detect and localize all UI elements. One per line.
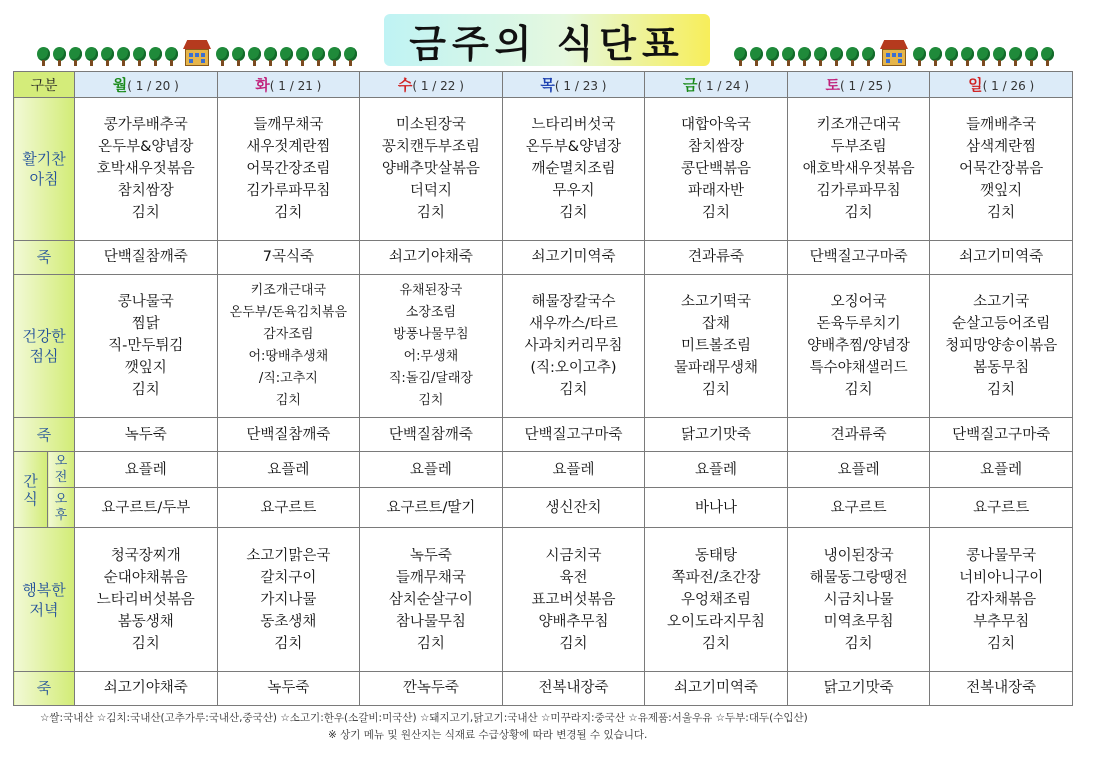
snack-am-row [14,452,1073,488]
tree-icon [798,47,811,66]
tree-icon [766,47,779,66]
menu-item: 김치 [416,204,445,221]
lunch-label [14,274,75,417]
day-name: 금 [682,76,698,95]
menu-item: 온두부/돈육김치볶음 [229,304,348,320]
tree-icon [993,47,1006,66]
porridge-row-1 [14,240,1073,274]
menu-item: 온두부&양념장 [98,138,194,155]
tree-icon [312,47,325,66]
menu-item: 콩단백볶음 [681,160,752,177]
title-banner [384,14,710,66]
menu-item: 참치쌈장 [688,138,745,155]
menu-item: 키조개근대국 [816,116,901,133]
menu-item: 김치 [702,204,731,221]
menu-item: 김치 [131,204,160,221]
breakfast-row [14,98,1073,240]
day-name: 수 [397,76,413,95]
menu-item: 참나물무침 [395,613,466,630]
menu-item: 특수야채샐러드 [809,359,908,376]
menu-item: 어:땅배추생채 [248,348,329,364]
menu-item: 새우젓계란찜 [246,138,331,155]
menu-item: 양배추무침 [538,613,609,630]
house-icon [880,40,908,66]
menu-item: 어:무생채 [403,348,459,364]
header-row [14,72,1073,98]
menu-item: 순대야채볶음 [103,569,188,586]
menu-cell [930,274,1073,417]
menu-item: 미트볼조림 [681,337,752,354]
day-date: ( 1 / 23 ) [554,79,607,94]
menu-item: 콩나물국 [117,293,174,310]
menu-cell: 요플레 [502,452,645,488]
menu-item: 김치 [418,392,444,408]
snack-label: 간식 [14,452,48,528]
menu-item: 새우까스/타르 [529,315,618,332]
menu-item: 양배추맛살볶음 [381,160,480,177]
porridge-label: 죽 [14,671,75,705]
day-date: ( 1 / 24 ) [697,79,750,94]
tree-icon [846,47,859,66]
menu-item: 김치 [131,635,160,652]
tree-icon [133,47,146,66]
menu-item: 갈치구이 [260,569,317,586]
day-date: ( 1 / 21 ) [269,79,322,94]
menu-cell: 깐녹두죽 [360,671,503,705]
menu-cell: 닭고기맛죽 [787,671,930,705]
snack-pm-row [14,488,1073,528]
menu-item: 감자채볶음 [966,591,1037,608]
menu-item: 깻잎지 [124,359,167,376]
menu-item: 해물동그랑땡전 [809,569,908,586]
menu-item: 우엉채조림 [681,591,752,608]
tree-icon [977,47,990,66]
menu-cell [75,274,218,417]
menu-item: 쪽파전/초간장 [671,569,761,586]
menu-item: 녹두죽 [409,547,452,564]
origin-footnote: ☆쌀:국내산 ☆김치:국내산(고추가루:국내산,중국산) ☆소고기:한우(소갈비:미국산) ☆돼지고기,닭고기:국내산 ☆미꾸라지:중국산 ☆유제품:서울우유 ☆두부:대두(수입산) [40,712,808,724]
menu-cell [645,274,788,417]
menu-item: 너비아니구이 [959,569,1044,586]
tree-icon [913,47,926,66]
tree-icon [945,47,958,66]
menu-item: 깨순멸치조림 [531,160,616,177]
menu-cell [502,528,645,671]
menu-item: 미역초무침 [823,613,894,630]
menu-item: 양배추찜/양념장 [807,337,911,354]
menu-item: (직:오이고추) [530,359,617,376]
menu-item: 김치 [987,635,1016,652]
menu-item: 냉이된장국 [823,547,894,564]
tree-icon [929,47,942,66]
menu-item: 김치 [702,635,731,652]
menu-item: 청국장찌개 [110,547,181,564]
day-header-thu [502,72,645,98]
menu-cell: 단백질참깨죽 [360,418,503,452]
tree-icon [734,47,747,66]
menu-item: 오이도라지무침 [667,613,766,630]
tree-icon [750,47,763,66]
menu-item: 김치 [416,635,445,652]
menu-item: 소고기국 [973,293,1030,310]
menu-cell [217,274,360,417]
menu-item: 김치 [844,204,873,221]
menu-item: 김치 [274,635,303,652]
menu-item: 시금치나물 [823,591,894,608]
menu-cell: 요플레 [75,452,218,488]
menu-item: 순살고등어조림 [952,315,1051,332]
menu-item: 더덕지 [409,182,452,199]
menu-cell: 쇠고기미역죽 [930,240,1073,274]
menu-item: 김치 [987,204,1016,221]
label-line: 아침 [29,169,59,188]
menu-item: 가지나물 [260,591,317,608]
day-header-fri [645,72,788,98]
porridge-label: 죽 [14,418,75,452]
day-date: ( 1 / 26 ) [982,79,1035,94]
tree-icon [1025,47,1038,66]
house-icon [183,40,211,66]
menu-item: 온두부&양념장 [525,138,622,155]
menu-cell: 쇠고기야채죽 [360,240,503,274]
menu-item: 동태탕 [695,547,738,564]
menu-cell: 단백질고구마죽 [787,240,930,274]
menu-item: 해물장칼국수 [531,293,616,310]
menu-item: 김가루파무침 [246,182,331,199]
menu-cell: 단백질참깨죽 [75,240,218,274]
menu-item: 콩가루배추국 [103,116,188,133]
menu-cell [217,98,360,240]
menu-cell: 요플레 [217,452,360,488]
menu-item: 직:돌김/달래장 [388,370,473,386]
menu-item: 호박새우젓볶음 [96,160,195,177]
menu-item: 청피망양송이볶음 [945,337,1058,354]
tree-icon [101,47,114,66]
menu-cell: 녹두죽 [75,418,218,452]
tree-icon [280,47,293,66]
menu-cell: 단백질참깨죽 [217,418,360,452]
label-line: 점심 [29,346,59,365]
menu-item: 키조개근대국 [250,282,327,298]
tree-icon [232,47,245,66]
menu-cell: 요구르트/딸기 [360,488,503,528]
day-header-sun [930,72,1073,98]
menu-cell [75,528,218,671]
menu-cell: 쇠고기야채죽 [75,671,218,705]
menu-cell: 전복내장죽 [930,671,1073,705]
menu-item: 봄동무침 [973,359,1030,376]
dinner-label [14,528,75,671]
menu-item: 동초생채 [260,613,317,630]
day-name: 월 [112,76,128,95]
tree-icon [37,47,50,66]
menu-item: 김가루파무침 [816,182,901,199]
day-name: 화 [255,76,270,95]
menu-item: 물파래무생채 [674,359,759,376]
menu-cell [787,528,930,671]
breakfast-label [14,98,75,240]
menu-item: 잡채 [702,315,731,332]
label-line: 건강한 [22,326,66,345]
menu-cell: 요플레 [645,452,788,488]
day-name: 토 [825,76,841,95]
menu-item: 참치쌈장 [117,182,174,199]
left-tree-decoration [37,40,357,66]
menu-item: 김치 [702,381,731,398]
menu-cell [502,98,645,240]
menu-cell: 요플레 [930,452,1073,488]
menu-item: 소장조림 [405,304,457,320]
tree-icon [1041,47,1054,66]
menu-cell [787,98,930,240]
page-title: 금주의 식단표 [409,21,685,66]
menu-item: 미소된장국 [395,116,466,133]
menu-item: 어묵간장볶음 [959,160,1044,177]
day-header-tue [217,72,360,98]
menu-item: 김치 [559,204,588,221]
tree-icon [961,47,974,66]
menu-item: 콩나물무국 [966,547,1037,564]
snack-pm-label: 오후 [48,488,75,528]
menu-item: 부추무침 [973,613,1030,630]
menu-cell: 닭고기맛죽 [645,418,788,452]
menu-item: 김치 [987,381,1016,398]
tree-icon [165,47,178,66]
menu-item: 소고기맑은국 [246,547,331,564]
tree-icon [69,47,82,66]
menu-cell: 요구르트 [930,488,1073,528]
menu-cell [787,274,930,417]
tree-icon [344,47,357,66]
menu-cell [75,98,218,240]
day-date: ( 1 / 22 ) [412,79,464,94]
tree-icon [248,47,261,66]
tree-icon [830,47,843,66]
menu-item: 육전 [559,569,588,586]
menu-cell: 전복내장죽 [502,671,645,705]
menu-cell: 요구르트 [217,488,360,528]
gubun-header: 구분 [14,72,75,98]
menu-item: 감자조림 [263,326,314,342]
porridge-row-3 [14,671,1073,705]
label-line: 저녁 [29,600,59,619]
tree-icon [53,47,66,66]
menu-cell [360,98,503,240]
tree-icon [149,47,162,66]
menu-item: 김치 [559,381,588,398]
tree-icon [814,47,827,66]
menu-cell: 단백질고구마죽 [502,418,645,452]
menu-item: 어묵간장조림 [246,160,331,177]
menu-item: 느타리버섯볶음 [96,591,195,608]
menu-item: 파래자반 [688,182,745,199]
day-name: 목 [540,76,555,95]
tree-icon [117,47,130,66]
menu-item: 오징어국 [830,293,887,310]
menu-item: 김치 [275,392,301,408]
menu-cell: 견과류죽 [787,418,930,452]
menu-cell [360,528,503,671]
day-date: ( 1 / 20 ) [127,79,179,94]
tree-icon [85,47,98,66]
menu-item: 두부조림 [830,138,887,155]
label-line: 행복한 [22,580,66,599]
menu-cell: 7곡식죽 [217,240,360,274]
menu-item: 꽁치캔두부조림 [381,138,480,155]
menu-item: 들깨배추국 [966,116,1037,133]
menu-cell: 생신잔치 [502,488,645,528]
tree-icon [328,47,341,66]
menu-item: 봄동생채 [117,613,174,630]
menu-cell: 요플레 [360,452,503,488]
menu-item: 삼색계란찜 [966,138,1037,155]
menu-cell [217,528,360,671]
menu-cell [645,98,788,240]
day-header-mon [75,72,218,98]
day-date: ( 1 / 25 ) [840,79,892,94]
menu-item: 깻잎지 [980,182,1023,199]
menu-item: /직:고추지 [258,370,318,386]
lunch-row [14,274,1073,417]
tree-icon [862,47,875,66]
menu-cell [502,274,645,417]
menu-item: 김치 [131,381,160,398]
menu-item: 김치 [844,635,873,652]
snack-am-label: 오전 [48,452,75,488]
day-header-sat [787,72,930,98]
menu-cell: 요플레 [787,452,930,488]
day-header-wed [360,72,503,98]
menu-item: 김치 [844,381,873,398]
menu-item: 찜닭 [131,315,160,332]
menu-cell [360,274,503,417]
menu-cell: 요구르트 [787,488,930,528]
menu-cell: 단백질고구마죽 [930,418,1073,452]
menu-item: 들깨무채국 [253,116,324,133]
porridge-label: 죽 [14,240,75,274]
menu-item: 시금치국 [545,547,602,564]
weekly-menu-table [13,71,1073,706]
menu-cell: 견과류죽 [645,240,788,274]
tree-icon [782,47,795,66]
menu-cell [930,98,1073,240]
menu-item: 표고버섯볶음 [531,591,616,608]
menu-cell: 바나나 [645,488,788,528]
menu-item: 삼치순살구이 [388,591,473,608]
menu-cell: 녹두죽 [217,671,360,705]
menu-item: 대합아욱국 [681,116,752,133]
menu-item: 들깨무채국 [395,569,466,586]
day-name: 일 [968,76,983,95]
tree-icon [1009,47,1022,66]
menu-cell: 요구르트/두부 [75,488,218,528]
menu-item: 애호박새우젓볶음 [802,160,915,177]
menu-cell [645,528,788,671]
menu-cell [930,528,1073,671]
menu-cell: 쇠고기미역죽 [502,240,645,274]
dinner-row [14,528,1073,671]
tree-icon [216,47,229,66]
right-tree-decoration [734,40,1054,66]
menu-item: 김치 [559,635,588,652]
menu-item: 사과치커리무침 [524,337,623,354]
label-line: 활기찬 [22,149,66,168]
menu-item: 방풍나물무침 [393,326,469,342]
tree-icon [264,47,277,66]
menu-item: 유채된장국 [399,282,463,298]
tree-icon [296,47,309,66]
menu-item: 김치 [274,204,303,221]
menu-cell: 쇠고기미역죽 [645,671,788,705]
porridge-row-2 [14,418,1073,452]
menu-item: 돈육두루치기 [816,315,901,332]
menu-item: 소고기떡국 [681,293,752,310]
menu-item: 느타리버섯국 [531,116,616,133]
change-notice: ※ 상기 메뉴 및 원산지는 식재료 수급상황에 따라 변경될 수 있습니다. [328,729,648,741]
menu-item: 무우지 [552,182,595,199]
menu-item: 직-만두튀김 [108,337,184,354]
